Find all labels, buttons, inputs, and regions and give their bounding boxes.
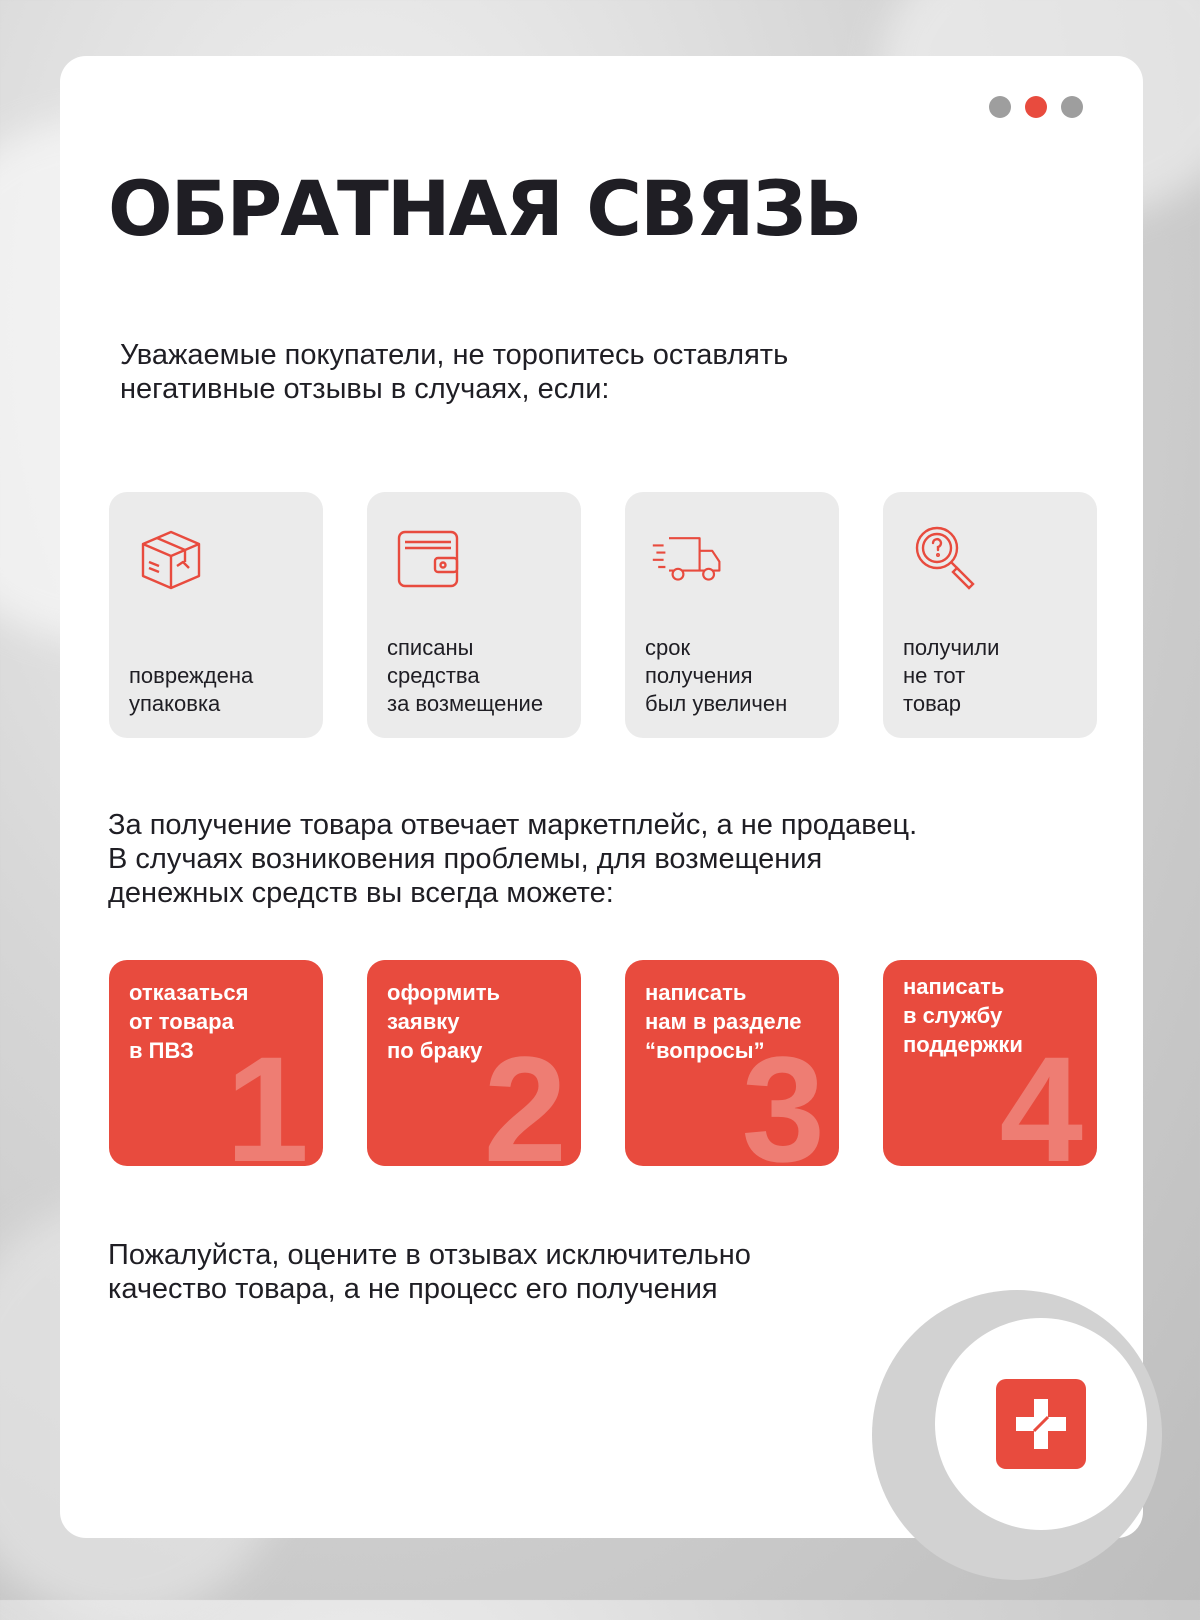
issue-label-line: не тот <box>903 663 966 688</box>
action-label <box>645 978 802 1065</box>
issue-label-line: товар <box>903 691 961 716</box>
action-tile-questions-section <box>625 960 839 1166</box>
pagination-dots[interactable] <box>989 96 1083 118</box>
box-icon <box>135 522 207 594</box>
note-line: За получение товара отвечает маркетплейс, а не продавец. <box>108 809 918 841</box>
delivery-truck-icon <box>651 522 723 594</box>
issue-label <box>387 634 543 718</box>
action-tiles <box>109 960 1097 1166</box>
issue-label <box>645 634 787 718</box>
action-label-line: написать <box>903 974 1005 999</box>
action-label <box>387 978 500 1065</box>
action-label-line: по браку <box>387 1038 483 1063</box>
issue-label-line: списаны <box>387 635 474 660</box>
intro-text <box>120 338 960 406</box>
issue-tile-funds-charged <box>367 492 581 738</box>
action-label <box>903 972 1023 1059</box>
action-label-line: нам в разделе <box>645 1009 802 1034</box>
action-label-line: в ПВЗ <box>129 1038 194 1063</box>
page-title: ОБРАТНАЯ СВЯЗЬ <box>108 164 861 253</box>
issue-tile-damaged-package <box>109 492 323 738</box>
action-number: 3 <box>741 1025 825 1166</box>
magnifier-question-icon <box>909 522 981 594</box>
pagination-dot-active[interactable] <box>1025 96 1047 118</box>
pagination-dot[interactable] <box>989 96 1011 118</box>
issue-label-line: повреждена <box>129 663 254 688</box>
action-label-line: оформить <box>387 980 501 1005</box>
intro-line: Уважаемые покупатели, не торопитесь оставлять <box>120 339 789 371</box>
issue-label <box>129 662 253 718</box>
action-number: 4 <box>999 1025 1083 1166</box>
action-tile-refuse-at-pickup <box>109 960 323 1166</box>
issue-tile-wrong-item <box>883 492 1097 738</box>
issue-label-line: получения <box>645 663 753 688</box>
closing-line: качество товара, а не процесс его получения <box>108 1273 718 1305</box>
brand-logo <box>935 1318 1147 1530</box>
closing-text <box>108 1238 868 1306</box>
action-label-line: от товара <box>129 1009 234 1034</box>
action-label-line: заявку <box>387 1009 460 1034</box>
issue-label-line: упаковка <box>129 691 221 716</box>
issue-label-line: средства <box>387 663 480 688</box>
action-label <box>129 978 248 1065</box>
action-tile-defect-claim <box>367 960 581 1166</box>
issue-label-line: за возмещение <box>387 691 544 716</box>
medical-cross-icon <box>1012 1395 1070 1453</box>
action-label-line: отказаться <box>129 980 249 1005</box>
logo-badge <box>996 1379 1086 1469</box>
intro-line: негативные отзывы в случаях, если: <box>120 373 610 405</box>
action-label-line: “вопросы” <box>645 1038 765 1063</box>
action-tile-support-service <box>883 960 1097 1166</box>
wallet-icon <box>393 522 465 594</box>
marketplace-note <box>108 808 1068 910</box>
issue-tile-delivery-delayed <box>625 492 839 738</box>
issue-label-line: срок <box>645 635 691 660</box>
action-number: 1 <box>225 1025 309 1166</box>
pagination-dot[interactable] <box>1061 96 1083 118</box>
issue-label <box>903 634 999 718</box>
note-line: денежных средств вы всегда можете: <box>108 877 614 909</box>
note-line: В случаях возниковения проблемы, для возмещения <box>108 843 823 875</box>
action-label-line: написать <box>645 980 747 1005</box>
issue-label-line: был увеличен <box>645 691 788 716</box>
issue-label-line: получили <box>903 635 1000 660</box>
action-number: 2 <box>483 1025 567 1166</box>
action-label-line: в службу <box>903 1003 1003 1028</box>
action-label-line: поддержки <box>903 1032 1023 1057</box>
issue-tiles <box>109 492 1097 738</box>
closing-line: Пожалуйста, оцените в отзывах исключительно <box>108 1239 751 1271</box>
